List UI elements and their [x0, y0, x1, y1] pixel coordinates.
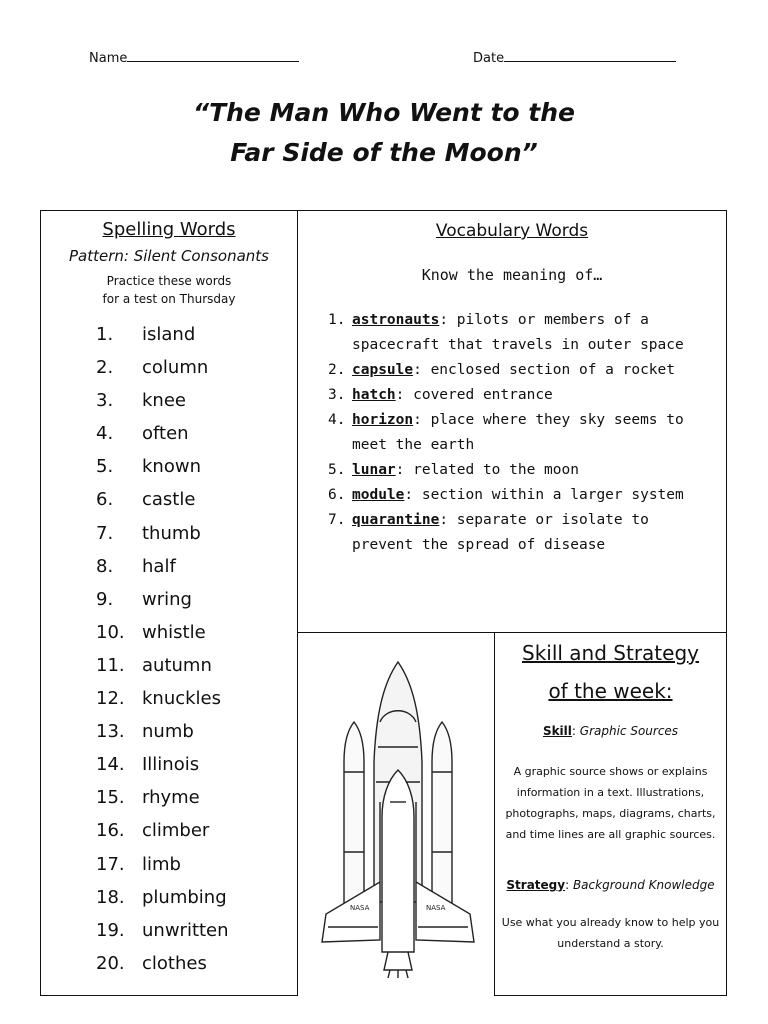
skill-sep: : [571, 724, 580, 738]
spelling-word: rhyme [142, 787, 200, 809]
spelling-word-number: 19. [96, 919, 125, 941]
vocabulary-item [328, 383, 713, 408]
spelling-word-item [96, 455, 229, 488]
vocabulary-definition: : covered entrance [395, 387, 553, 403]
spelling-word: wring [142, 588, 192, 610]
title-line-1: “The Man Who Went to the [192, 98, 576, 127]
spelling-word: numb [142, 721, 194, 743]
vocabulary-definition: : separate or isolate to prevent the spread of disease [352, 512, 649, 553]
skill-heading-2: of the week: [548, 679, 673, 703]
spelling-word-number: 5. [96, 456, 114, 478]
vocabulary-term: horizon [352, 412, 414, 428]
vocabulary-number: 3. [328, 387, 346, 403]
date-field[interactable] [473, 49, 676, 66]
spelling-word-item [96, 654, 229, 687]
spelling-word: Illinois [142, 754, 200, 776]
spelling-heading: Spelling Words [102, 219, 236, 240]
practice-line-1: Practice these words [106, 274, 232, 288]
spelling-word-item [96, 555, 229, 588]
vocabulary-instruction: Know the meaning of… [421, 266, 603, 284]
spelling-word: column [142, 357, 209, 379]
vocabulary-definition: : pilots or members of a spacecraft that travels in outer space [352, 312, 684, 353]
vocabulary-item [328, 483, 713, 508]
spelling-word: thumb [142, 522, 201, 544]
spelling-word: climber [142, 820, 210, 842]
spelling-word-item [96, 952, 229, 985]
shuttle-left-marking: NASA [350, 904, 370, 912]
skill-value: Graphic Sources [579, 724, 679, 738]
spelling-word: limb [142, 853, 181, 875]
vocabulary-item [328, 458, 713, 483]
skill-heading-1: Skill and Strategy [522, 641, 699, 665]
spelling-word-item [96, 753, 229, 786]
space-shuttle-image-panel [297, 632, 496, 996]
spelling-word: often [142, 423, 189, 445]
spelling-word-item [96, 588, 229, 621]
spelling-word-item [96, 819, 229, 852]
strategy-label: Strategy [506, 878, 566, 892]
spelling-word-item [96, 786, 229, 819]
spelling-word-item [96, 919, 229, 952]
spelling-word-item [96, 720, 229, 753]
vocabulary-term: hatch [352, 387, 396, 403]
spelling-word-number: 9. [96, 588, 114, 610]
vocabulary-item [328, 508, 713, 558]
spelling-word: castle [142, 489, 196, 511]
title-line-2: Far Side of the Moon” [230, 138, 538, 167]
spelling-word-item [96, 886, 229, 919]
spelling-word: known [142, 456, 201, 478]
vocabulary-term: astronauts [352, 312, 440, 328]
spelling-word: island [142, 324, 196, 345]
vocabulary-number: 6. [328, 487, 346, 503]
spelling-word: clothes [142, 952, 207, 974]
spelling-word-number: 20. [96, 952, 125, 974]
spelling-word: knee [142, 390, 186, 412]
name-label: Name [89, 51, 128, 66]
spelling-word-item [96, 621, 229, 654]
spelling-word-number: 11. [96, 654, 125, 676]
spelling-word-number: 8. [96, 555, 114, 577]
date-label: Date [473, 51, 505, 66]
spelling-pattern: Pattern: Silent Consonants [68, 247, 270, 265]
skill-description: A graphic source shows or explains information in a text. Illustrations, photographs, maps, diagrams, charts, and time lines are all graphic sources. [505, 765, 716, 841]
spelling-word: knuckles [142, 688, 222, 710]
vocabulary-item [328, 308, 713, 358]
vocabulary-term: quarantine [352, 512, 440, 528]
vocabulary-definition: : place where they sky seems to meet the earth [352, 412, 684, 453]
vocabulary-heading: Vocabulary Words [435, 221, 589, 241]
spelling-word-number: 14. [96, 754, 125, 776]
spelling-word: autumn [142, 654, 212, 676]
vocabulary-item [328, 408, 713, 458]
spelling-word-number: 18. [96, 886, 125, 908]
vocabulary-term: module [352, 487, 405, 503]
vocabulary-number: 1. [328, 312, 346, 328]
skill-line [495, 724, 726, 738]
vocabulary-number: 4. [328, 412, 346, 428]
vocabulary-panel [297, 210, 727, 633]
practice-line-2: for a test on Thursday [102, 292, 236, 306]
name-field[interactable] [89, 49, 299, 66]
vocabulary-list [328, 308, 713, 558]
vocabulary-number: 7. [328, 512, 346, 528]
strategy-line [495, 878, 726, 892]
spelling-list [96, 323, 229, 985]
skill-strategy-panel [494, 632, 727, 996]
spelling-practice-note [41, 272, 297, 308]
name-blank-line[interactable] [127, 49, 299, 62]
vocabulary-term: capsule [352, 362, 414, 378]
vocabulary-definition: : enclosed section of a rocket [413, 362, 676, 378]
spelling-word: half [142, 555, 176, 577]
strategy-description: Use what you already know to help you understand a story. [501, 916, 720, 950]
spelling-word-number: 3. [96, 390, 114, 412]
space-shuttle-icon [308, 652, 488, 982]
spelling-word-item [96, 488, 229, 521]
spelling-word-item [96, 853, 229, 886]
spelling-word-number: 13. [96, 721, 125, 743]
spelling-word-number: 1. [96, 324, 114, 345]
spelling-word-number: 17. [96, 853, 125, 875]
spelling-word-number: 16. [96, 820, 125, 842]
vocabulary-item [328, 358, 713, 383]
spelling-word-item [96, 356, 229, 389]
spelling-word: unwritten [142, 919, 229, 941]
spelling-word: plumbing [142, 886, 227, 908]
spelling-word: whistle [142, 621, 206, 643]
spelling-word-number: 7. [96, 522, 114, 544]
spelling-word-item [96, 687, 229, 720]
spelling-word-item [96, 389, 229, 422]
strategy-sep: : [565, 878, 573, 892]
shuttle-right-marking: NASA [426, 904, 446, 912]
date-blank-line[interactable] [504, 49, 676, 62]
strategy-value: Background Knowledge [572, 878, 715, 892]
vocabulary-definition: : section within a larger system [404, 487, 684, 503]
vocabulary-number: 5. [328, 462, 346, 478]
spelling-word-number: 2. [96, 357, 114, 379]
vocabulary-term: lunar [352, 462, 396, 478]
spelling-word-number: 12. [96, 688, 125, 710]
spelling-word-number: 10. [96, 621, 125, 643]
spelling-word-number: 15. [96, 787, 125, 809]
vocabulary-definition: : related to the moon [395, 462, 579, 478]
spelling-word-number: 6. [96, 489, 114, 511]
spelling-word-number: 4. [96, 423, 114, 445]
spelling-word-item [96, 422, 229, 455]
spelling-words-panel [40, 210, 298, 996]
vocabulary-number: 2. [328, 362, 346, 378]
spelling-word-item [96, 522, 229, 555]
spelling-word-item [96, 323, 229, 356]
skill-label: Skill [542, 724, 572, 738]
